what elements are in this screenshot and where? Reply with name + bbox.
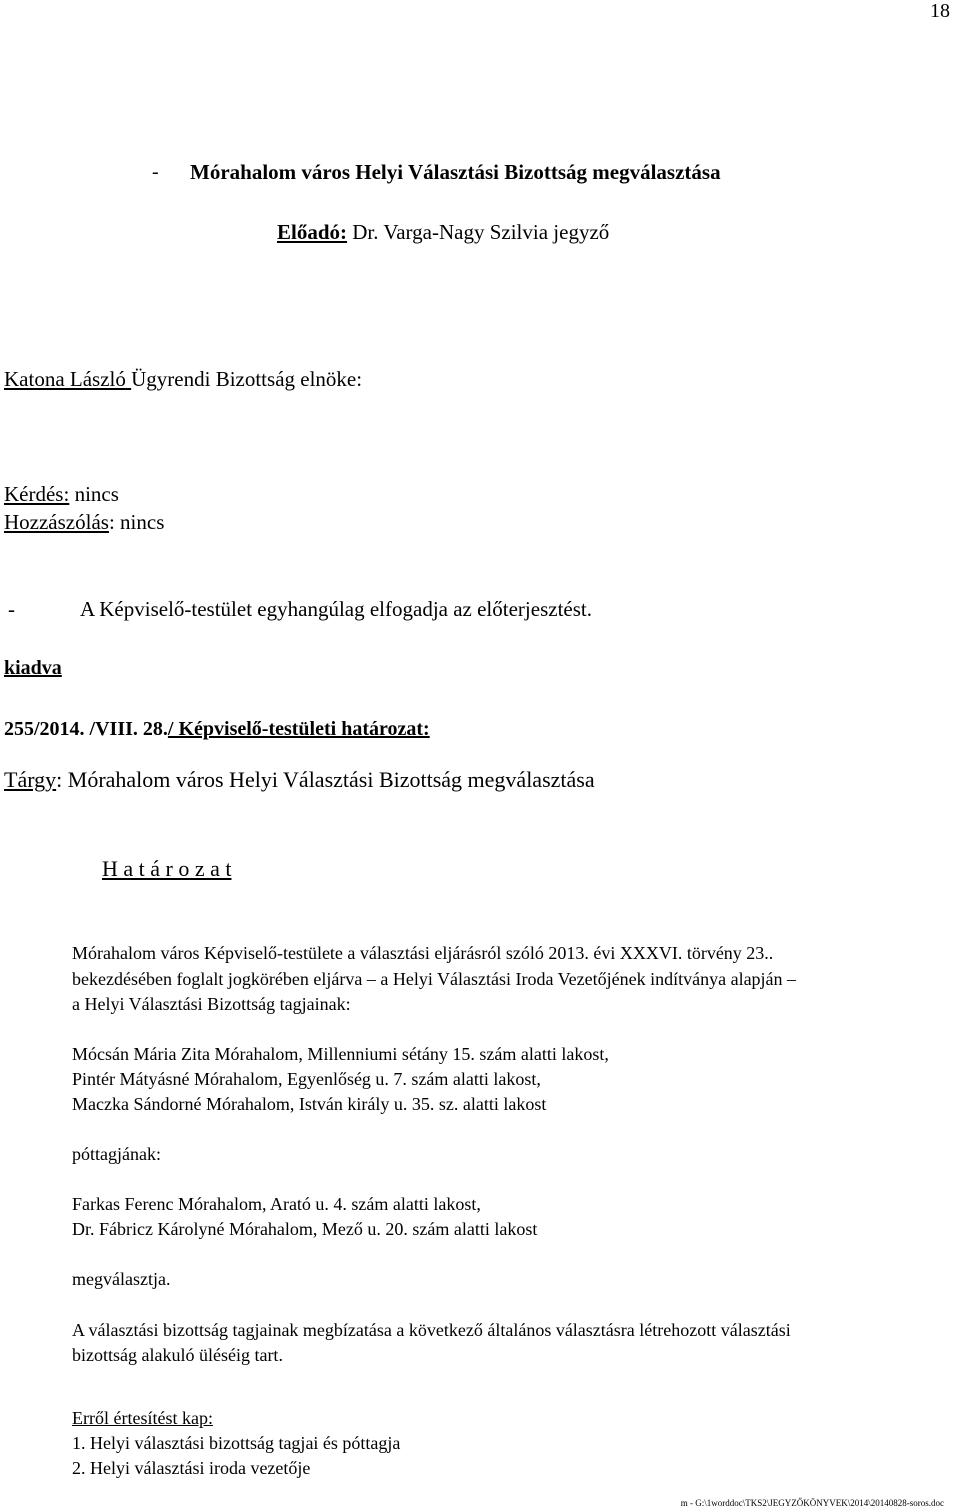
- question-label: Kérdés:: [4, 482, 70, 506]
- status-kiadva: kiadva: [4, 657, 62, 679]
- substitute-1: Farkas Ferenc Mórahalom, Arató u. 4. szám alatti lakost,: [72, 1194, 481, 1214]
- comment-value: : nincs: [108, 510, 165, 534]
- subject-line: [4, 767, 595, 793]
- question-line: [4, 482, 119, 506]
- subject-label: Tárgy: [4, 767, 57, 792]
- committee-chair-role: Ügyrendi Bizottság elnöke:: [131, 367, 363, 391]
- resolution-title: [4, 717, 430, 741]
- vote-text: A Képviselő-testület egyhangúlag elfogadja az előterjesztést.: [80, 597, 592, 621]
- presenter-name: Dr. Varga-Nagy Szilvia jegyző: [352, 220, 610, 244]
- resolution-type: / Képviselő-testületi határozat:: [167, 718, 430, 740]
- comment-line: [4, 510, 164, 534]
- resolution-number: 255/2014. /VIII. 28.: [4, 718, 168, 740]
- committee-chair-name: Katona László: [4, 367, 126, 391]
- subject-text: Mórahalom város Helyi Választási Bizottság megválasztása: [67, 767, 595, 792]
- mandate-line-1: A választási bizottság tagjainak megbízatása a következő általános választásra létrehozott választási: [72, 1320, 791, 1340]
- mandate-line-2: bizottság alakuló üléséig tart.: [72, 1345, 283, 1365]
- committee-line: [4, 367, 362, 391]
- page-number: 18: [930, 0, 950, 22]
- notify-item-2: 2. Helyi választási iroda vezetője: [72, 1458, 311, 1478]
- elects-text: megválasztja.: [72, 1269, 171, 1289]
- footer-file-path: m - G:\1worddoc\TKS2\JEGYZŐKÖNYVEK\2014\20140828-soros.doc: [680, 1498, 944, 1508]
- member-3: Maczka Sándorné Mórahalom, István király u. 35. sz. alatti lakost: [72, 1094, 547, 1114]
- vote-dash: -: [8, 597, 15, 621]
- substitutes-label: póttagjának:: [72, 1144, 161, 1164]
- body-line-3: a Helyi Választási Bizottság tagjainak:: [72, 994, 351, 1014]
- question-value: nincs: [74, 482, 119, 506]
- substitute-2: Dr. Fábricz Károlyné Mórahalom, Mező u. 20. szám alatti lakost: [72, 1219, 538, 1239]
- subject-colon: :: [56, 767, 63, 792]
- body-line-1: Mórahalom város Képviselő-testülete a választási eljárásról szóló 2013. évi XXXVI. törvény 23..: [72, 943, 774, 963]
- presenter-label: Előadó:: [277, 220, 348, 244]
- member-2: Pintér Mátyásné Mórahalom, Egyenlőség u. 7. szám alatti lakost,: [72, 1069, 541, 1089]
- agenda-dash: -: [152, 161, 159, 183]
- agenda-title: Mórahalom város Helyi Választási Bizottság megválasztása: [190, 160, 721, 184]
- comment-label: Hozzászólás: [4, 510, 109, 534]
- body-line-2: bekezdésében foglalt jogkörében eljárva – a Helyi Választási Iroda Vezetőjének indítványa alapján –: [72, 969, 797, 989]
- notify-item-1: 1. Helyi választási bizottság tagjai és póttagja: [72, 1433, 401, 1453]
- member-1: Mócsán Mária Zita Mórahalom, Millenniumi sétány 15. szám alatti lakost,: [72, 1044, 609, 1064]
- presenter-line: [277, 220, 609, 244]
- notify-label: Erről értesítést kap:: [72, 1408, 213, 1428]
- resolution-heading: H a t á r o z a t: [102, 856, 232, 881]
